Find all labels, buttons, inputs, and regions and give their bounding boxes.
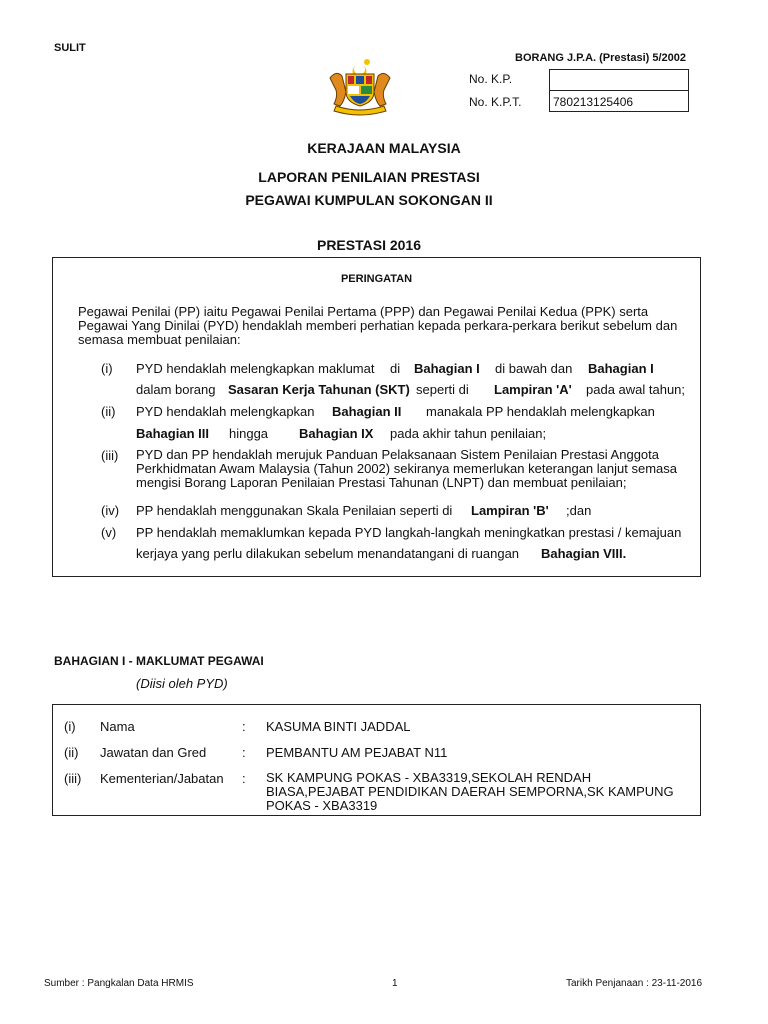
item-ii-bahagian-3: Bahagian III: [136, 426, 209, 441]
officer-row-separator: :: [242, 771, 246, 786]
item-i-text-d: di bawah dan: [495, 361, 573, 376]
item-ii-text-g: pada akhir tahun penilaian;: [390, 426, 547, 441]
item-iv-text-a: PP hendaklah menggunakan Skala Penilaian seperti di: [136, 503, 453, 518]
officer-row-separator: :: [242, 719, 246, 734]
officer-row-number: (i): [64, 719, 76, 734]
officer-position-label: Jawatan dan Gred: [100, 745, 207, 760]
item-i-text-b: di: [390, 361, 401, 376]
item-iv-number: (iv): [101, 503, 120, 518]
warning-intro: Pegawai Penilai (PP) iaitu Pegawai Penilai Pertama (PPP) dan Pegawai Penilai Kedua (PPK) serta Pegawai Yang Dinilai (PYD) hendaklah memberi perhatian kepada perkara-perkara berikut sebelum dan semasa membuat penilaian:: [78, 304, 678, 347]
kpt-label: No. K.P.T.: [469, 95, 522, 109]
item-v-number: (v): [101, 525, 117, 540]
item-ii-text-e: hingga: [229, 426, 269, 441]
report-title-line2: PEGAWAI KUMPULAN SOKONGAN II: [245, 192, 493, 208]
section-1-title: BAHAGIAN I - MAKLUMAT PEGAWAI: [54, 654, 264, 668]
item-ii-text-a: PYD hendaklah melengkapkan: [136, 404, 315, 419]
officer-position-value: PEMBANTU AM PEJABAT N11: [266, 745, 448, 760]
item-i-bahagian-1b: Bahagian I: [588, 361, 654, 376]
warning-heading: PERINGATAN: [340, 273, 413, 285]
form-code: BORANG J.P.A. (Prestasi) 5/2002: [515, 52, 686, 64]
officer-ministry-value: SK KAMPUNG POKAS - XBA3319,SEKOLAH RENDAH BIASA,PEJABAT PENDIDIKAN DAERAH SEMPORNA,SK KAMPUNG POKAS - XBA3319: [266, 770, 674, 813]
footer-source: Sumber : Pangkalan Data HRMIS: [44, 978, 194, 989]
assessment-year: PRESTASI 2016: [316, 237, 421, 253]
item-i-lampiran-a: Lampiran 'A': [494, 382, 572, 397]
item-i-text-h: seperti di: [416, 382, 469, 397]
officer-name-label: Nama: [100, 719, 135, 734]
officer-ministry-label: Kementerian/Jabatan: [100, 771, 224, 786]
report-title-line1: LAPORAN PENILAIAN PRESTASI: [258, 169, 480, 185]
item-i-skt: Sasaran Kerja Tahunan (SKT): [228, 382, 410, 397]
item-i-text-a: PYD hendaklah melengkapkan maklumat: [136, 361, 375, 376]
item-i-text-j: pada awal tahun;: [586, 382, 686, 397]
officer-name-value: KASUMA BINTI JADDAL: [266, 719, 411, 734]
government-title: KERAJAAN MALAYSIA: [307, 140, 461, 156]
officer-row-separator: :: [242, 745, 246, 760]
item-i-number: (i): [101, 361, 113, 376]
item-iv-lampiran-b: Lampiran 'B': [471, 503, 549, 518]
malaysia-coat-of-arms-icon: [326, 56, 394, 116]
item-iii-number: (iii): [101, 448, 119, 463]
item-v-text-a: PP hendaklah memaklumkan kepada PYD langkah-langkah meningkatkan prestasi / kemajuan: [136, 525, 682, 540]
officer-row-number: (iii): [64, 771, 82, 786]
item-iv-text-c: ;dan: [566, 503, 592, 518]
section-1-subtitle: (Diisi oleh PYD): [136, 676, 228, 691]
item-i-text-f: dalam borang: [136, 382, 216, 397]
kpt-field[interactable]: 780213125406: [549, 90, 689, 112]
footer-print-date: Tarikh Penjanaan : 23-11-2016: [566, 978, 703, 989]
item-ii-text-c: manakala PP hendaklah melengkapkan: [426, 404, 655, 419]
item-v-bahagian-8: Bahagian VIII.: [541, 546, 627, 561]
kp-field[interactable]: [549, 69, 689, 91]
page-number: 1: [392, 978, 398, 989]
kp-label: No. K.P.: [469, 72, 513, 86]
classification-label: SULIT: [54, 42, 86, 54]
item-ii-bahagian-9: Bahagian IX: [299, 426, 374, 441]
officer-row-number: (ii): [64, 745, 79, 760]
item-ii-bahagian-2: Bahagian II: [332, 404, 402, 419]
item-iii-text: PYD dan PP hendaklah merujuk Panduan Pelaksanaan Sistem Penilaian Prestasi Anggota Perkhidmatan Awam Malaysia (Tahun 2002) sekiranya memerlukan keterangan lanjut semasa mengisi Borang Laporan Penilaian Prestasi Tahunan (LNPT) dan membuat penilaian;: [136, 447, 677, 490]
item-i-bahagian-1: Bahagian I: [414, 361, 480, 376]
item-v-text-b: kerjaya yang perlu dilakukan sebelum menandatangani di ruangan: [136, 546, 520, 561]
item-ii-number: (ii): [101, 404, 116, 419]
